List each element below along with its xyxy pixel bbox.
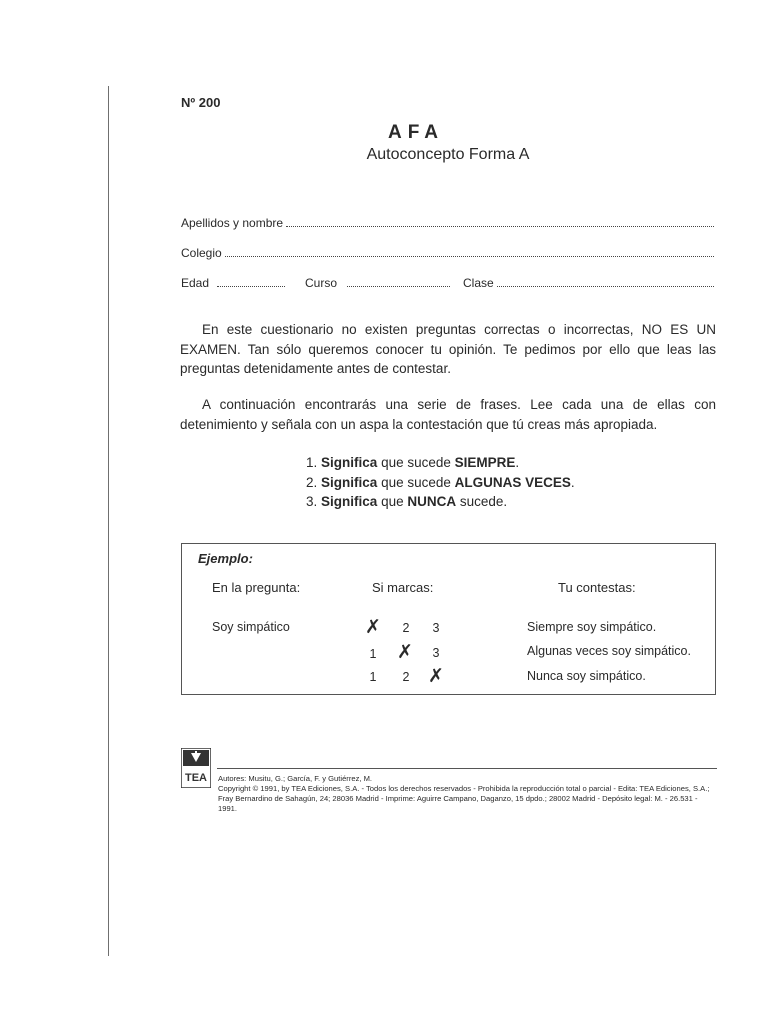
option-number: 2 [402, 670, 410, 684]
document-title: AFA [388, 122, 444, 143]
course-line[interactable] [347, 277, 450, 287]
tea-logo-icon [181, 748, 211, 788]
scale-number: 1. [306, 455, 318, 470]
name-line[interactable] [286, 217, 714, 227]
scale-number: 3. [306, 494, 318, 509]
document-subtitle: Autoconcepto Forma A [366, 146, 530, 163]
example-answer: Nunca soy simpático. [527, 669, 646, 683]
cross-mark-icon: ✗ [428, 665, 444, 687]
scale-text: que sucede [381, 474, 451, 490]
school-line[interactable] [225, 247, 714, 257]
example-answer-header: Tu contestas: [558, 580, 636, 595]
scale-item [306, 453, 575, 473]
scale-key: SIEMPRE [454, 455, 516, 470]
class-field[interactable] [463, 276, 714, 290]
age-field[interactable] [181, 276, 285, 290]
course-field[interactable] [305, 276, 450, 290]
age-label: Edad [181, 276, 210, 290]
example-answer: Siempre soy simpático. [527, 620, 657, 634]
option-number: 1 [369, 670, 377, 684]
footer-divider [217, 768, 717, 769]
example-question-header: En la pregunta: [212, 580, 301, 595]
scale-word: Significa [321, 474, 378, 490]
example-marks-header: Si marcas: [372, 580, 434, 595]
scale-end: . [570, 474, 575, 490]
cross-mark-icon: ✗ [397, 641, 413, 663]
school-field[interactable] [181, 246, 714, 260]
scale-end: . [515, 455, 520, 470]
scale-item [306, 492, 575, 512]
scale-word: Significa [321, 455, 378, 470]
document-number: Nº 200 [181, 95, 221, 110]
scale-item [306, 473, 575, 493]
scale-key: ALGUNAS VECES [454, 474, 571, 490]
cross-mark-icon: ✗ [365, 616, 381, 638]
scale-key: NUNCA [407, 494, 457, 509]
option-number: 2 [402, 621, 410, 635]
option-number: 3 [432, 646, 440, 660]
footer-credits [218, 774, 718, 814]
example-box [181, 543, 716, 695]
class-line[interactable] [497, 277, 714, 287]
scale-number: 2. [306, 474, 318, 490]
example-label: Ejemplo: [198, 551, 253, 566]
page-edge [108, 86, 109, 956]
scale-word: Significa [321, 494, 378, 509]
example-question: Soy simpático [212, 620, 290, 634]
logo-text: TEA [185, 772, 207, 784]
example-answer: Algunas veces soy simpático. [527, 644, 691, 658]
course-label: Curso [305, 276, 338, 290]
instructions-paragraph-2: A continuación encontrarás una serie de frases. Lee cada una de ellas con detenimiento y señala con un aspa la contestación que tú creas más apropiada. [180, 397, 716, 432]
option-number: 1 [369, 647, 377, 661]
name-field[interactable] [181, 216, 714, 230]
scale-text: que [381, 494, 404, 509]
instructions-paragraph-1: En este cuestionario no existen preguntas correctas o incorrectas, NO ES UN EXAMEN. Tan sólo queremos conocer tu opinión. Te pedimos por ello que leas las preguntas detenidamente antes de contestar. [180, 322, 716, 376]
footer-authors: Autores: Musitu, G.; García, F. y Gutiérrez, M. [218, 774, 373, 783]
footer-copyright: Copyright © 1991, by TEA Ediciones, S.A. - Todos los derechos reservados - Prohibida la reproducción total o parcial - Edita: TEA Ediciones, S.A.; Fray Bernardino de Sahagún, 24; 28036 Madrid - Imprime: Aguirre Campano, Daganzo, 15 dpdo.; 28002 Madrid - Depósito legal: M. - 26.531 - 1991. [218, 784, 710, 813]
name-label: Apellidos y nombre [181, 216, 284, 230]
response-scale [306, 453, 575, 512]
option-number: 3 [432, 621, 440, 635]
scale-text: que sucede [381, 455, 451, 470]
age-line[interactable] [217, 277, 285, 287]
school-label: Colegio [181, 246, 222, 260]
scale-end: sucede. [459, 494, 508, 509]
class-label: Clase [463, 276, 494, 290]
